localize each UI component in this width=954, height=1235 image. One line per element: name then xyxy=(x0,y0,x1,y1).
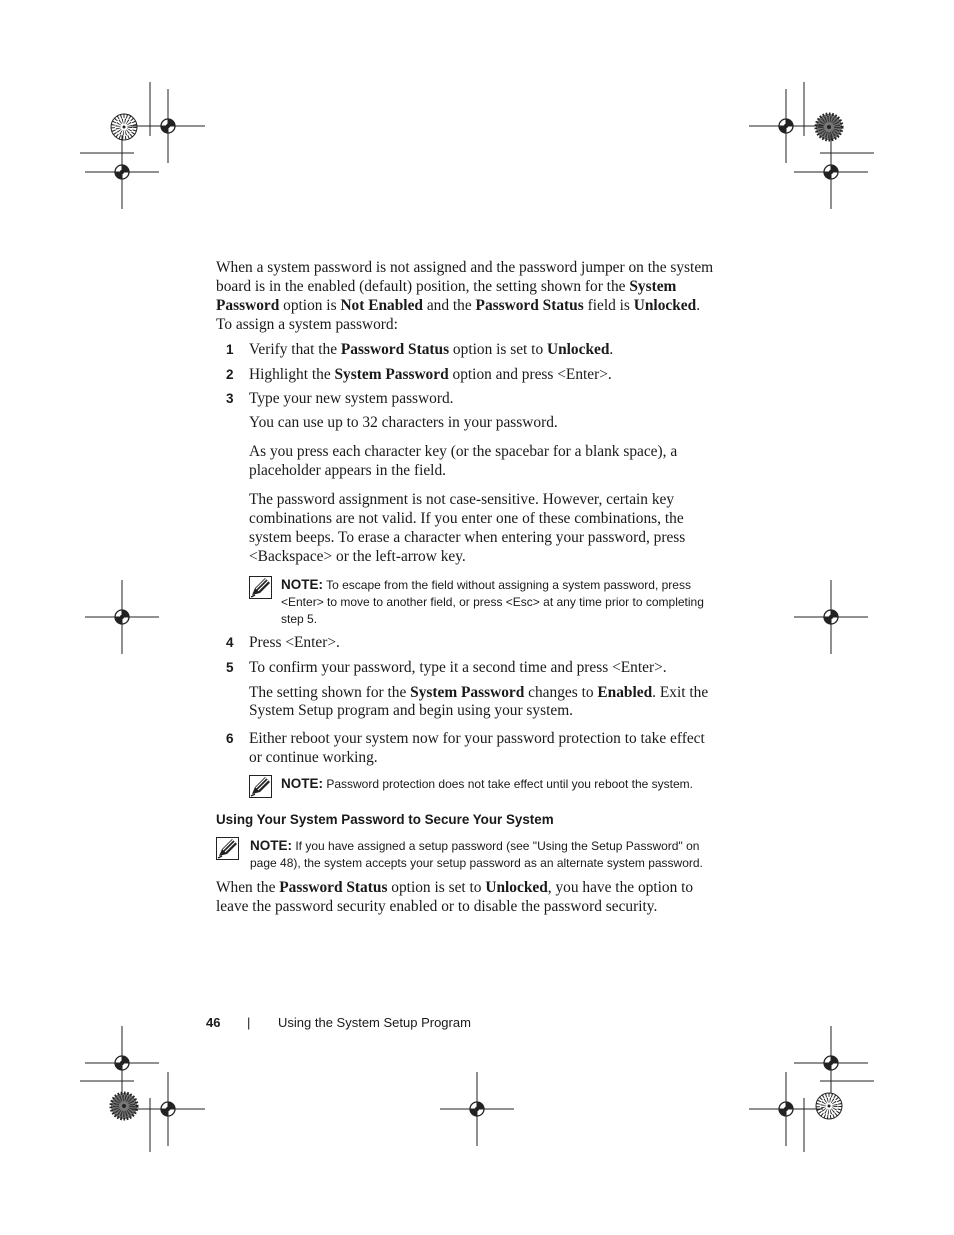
step-text: option is set to xyxy=(449,340,547,358)
step-6 xyxy=(216,730,716,768)
step-text: option and press <Enter>. xyxy=(448,365,612,383)
intro-text: field is xyxy=(583,296,634,314)
note-2 xyxy=(249,775,716,793)
step-text: Either reboot your system now for your password protection to take effect or continue working. xyxy=(249,730,705,767)
final-paragraph xyxy=(216,879,716,917)
note-text: Password protection does not take effect until you reboot the system. xyxy=(323,777,693,792)
final-text: When the xyxy=(216,879,280,897)
step-text: Highlight the xyxy=(249,365,335,383)
intro-bold-system-password: System Password xyxy=(216,277,677,314)
step5-bold: Enabled xyxy=(597,683,653,701)
step-1 xyxy=(216,341,716,360)
step-2 xyxy=(216,366,716,385)
page-number: 46 xyxy=(206,1015,221,1030)
step5-paragraph xyxy=(216,684,716,722)
note-3 xyxy=(216,837,716,872)
step-bold: System Password xyxy=(334,365,449,383)
note-1 xyxy=(249,576,716,628)
final-text: option is set to xyxy=(387,879,486,897)
final-bold: Password Status xyxy=(279,879,388,897)
step-text: Press <Enter>. xyxy=(249,633,340,651)
step-text: To confirm your password, type it a second time and press <Enter>. xyxy=(249,658,667,676)
final-bold: Unlocked xyxy=(485,879,548,897)
step-4 xyxy=(216,634,716,653)
step3-para-1: You can use up to 32 characters in your password. xyxy=(249,414,558,432)
step-text: Type your new system password. xyxy=(249,390,454,408)
note-1-wrap xyxy=(216,576,716,628)
note-pencil-icon xyxy=(216,837,239,860)
step-text: Verify that the xyxy=(249,340,341,358)
step5-text: changes to xyxy=(524,683,598,701)
step-number: 1 xyxy=(226,341,234,357)
footer-title: Using the System Setup Program xyxy=(278,1015,471,1030)
step-number: 4 xyxy=(226,634,234,650)
step-number: 2 xyxy=(226,366,234,382)
step-3 xyxy=(216,390,716,409)
step-bold: Password Status xyxy=(340,340,450,358)
note-pencil-icon xyxy=(249,576,272,599)
step3-para-2: As you press each character key (or the spacebar for a blank space), a placeholder appears in the field. xyxy=(249,443,678,480)
step-5 xyxy=(216,659,716,678)
intro-paragraph xyxy=(216,259,716,335)
intro-text: option is xyxy=(279,296,341,314)
section-heading: Using Your System Password to Secure Your System xyxy=(216,812,554,828)
intro-bold-password-status: Password Status xyxy=(475,296,584,314)
step-number: 3 xyxy=(226,391,234,407)
step-text: . xyxy=(609,340,614,358)
note-text: If you have assigned a setup password (see "Using the Setup Password" on page 48), the system accepts your setup password as an alternate system password. xyxy=(250,839,703,871)
step-number: 6 xyxy=(226,731,234,747)
intro-text: When a system password is not assigned and the password jumper on the system board is in the enabled (default) position, the setting shown for the xyxy=(216,259,714,295)
note-text: To escape from the field without assigning a system password, press <Enter> to move to another field, or press <Esc> at any time prior to completing step 5. xyxy=(281,577,704,626)
note-label: NOTE: xyxy=(281,776,323,792)
intro-text: and the xyxy=(422,296,476,314)
step5-bold: System Password xyxy=(410,683,525,701)
step5-text: The setting shown for the xyxy=(249,683,411,701)
note-2-wrap xyxy=(216,775,716,793)
note-label: NOTE: xyxy=(250,838,292,854)
step-number: 5 xyxy=(226,659,234,675)
step5-text: . Exit the System Setup program and begin using your system. xyxy=(249,683,709,720)
final-text: , you have the option to leave the password security enabled or to disable the password security. xyxy=(216,879,694,916)
note-pencil-icon xyxy=(249,775,272,798)
note-3-wrap xyxy=(216,837,716,872)
page-body xyxy=(216,259,716,917)
intro-bold-not-enabled: Not Enabled xyxy=(340,296,423,314)
intro-bold-unlocked: Unlocked xyxy=(633,296,697,314)
step3-para-3: The password assignment is not case-sensitive. However, certain key combinations are not valid. If you enter one of these combinations, the system beeps. To erase a character when entering your password, press <Backspace> or the left-arrow key. xyxy=(249,491,686,565)
footer-separator: | xyxy=(247,1015,251,1030)
note-label: NOTE: xyxy=(281,576,323,592)
step-bold: Unlocked xyxy=(546,340,610,358)
intro-text: . To assign a system password: xyxy=(216,296,701,333)
